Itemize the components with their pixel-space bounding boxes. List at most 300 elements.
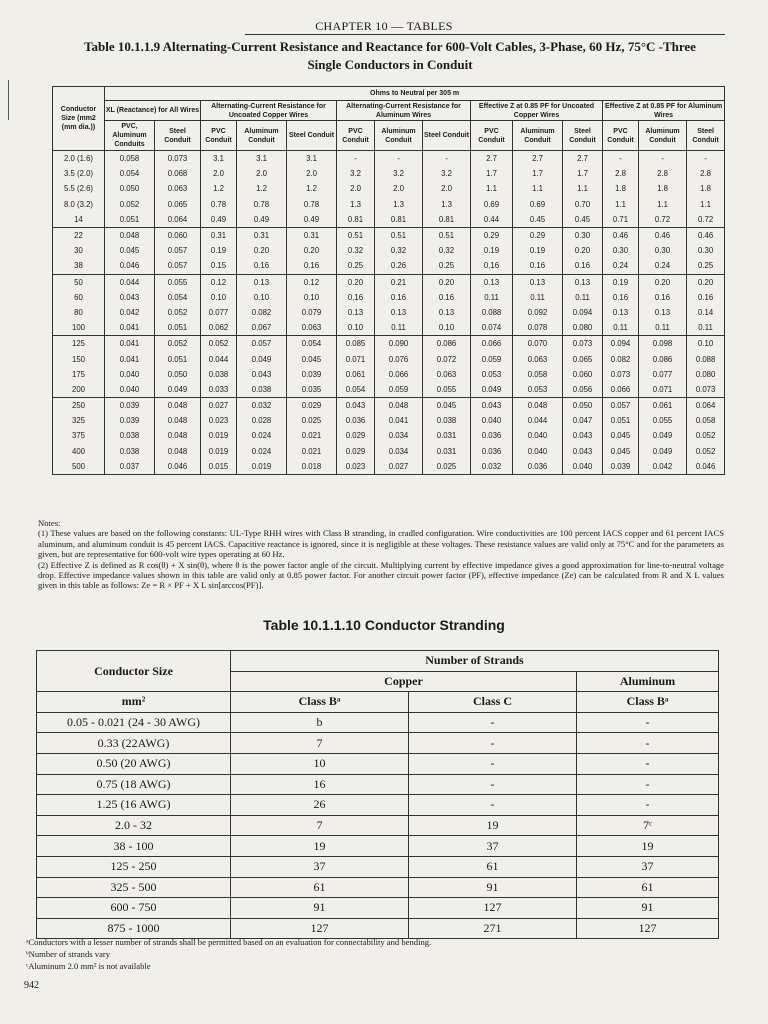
value-cell: 0.16 [513,258,563,274]
table-row [53,398,725,414]
value-cell: 0.16 [423,290,471,305]
value-cell: 0.088 [687,351,725,366]
value-cell: 0.040 [105,367,155,382]
table-row [53,212,725,228]
strand-count-cell: 26 [231,795,409,816]
value-cell: 0.037 [105,459,155,475]
strand-count-cell: - [577,795,719,816]
value-cell: 0.10 [287,290,337,305]
col-copper-class-c: Class C [409,692,577,713]
footnote-c: ᶜAluminum 2.0 mm² is not available [26,961,151,971]
table-row [53,413,725,428]
conductor-size-cell: 5.5 (2.6) [53,181,105,196]
conductor-size-cell: 125 [53,336,105,352]
subheader-cell: PVC Conduit [471,121,513,151]
value-cell: 0.025 [423,459,471,475]
value-cell: 0.064 [155,212,201,228]
table2-title: Table 10.1.1.10 Conductor Stranding [263,617,505,633]
conductor-size-cell: 80 [53,305,105,320]
value-cell: 0.46 [603,227,639,243]
value-cell: 0.045 [287,351,337,366]
table-row [37,877,719,898]
value-cell: 0.041 [105,351,155,366]
value-cell: 0.029 [287,398,337,414]
value-cell: 0.073 [563,336,603,352]
value-cell: 0.057 [237,336,287,352]
value-cell: 0.20 [237,243,287,258]
value-cell: - [337,151,375,167]
strand-count-cell: - [409,753,577,774]
value-cell: 0.019 [201,428,237,443]
value-cell: 0.047 [563,413,603,428]
subheader-cell: PVC Conduit [201,121,237,151]
table-row [37,733,719,754]
value-cell: 0.061 [639,398,687,414]
value-cell: 0.067 [237,320,287,336]
value-cell: 0.071 [337,351,375,366]
table-row [37,774,719,795]
value-cell: 0.11 [639,320,687,336]
value-cell: 0.30 [603,243,639,258]
value-cell: 0.16 [603,290,639,305]
conductor-size-cell: 30 [53,243,105,258]
table-row [37,753,719,774]
value-cell: 0.040 [513,444,563,459]
value-cell: 0.052 [687,444,725,459]
value-cell: 0.072 [423,351,471,366]
value-cell: 2.0 [201,166,237,181]
table-row [53,181,725,196]
grp-z-cu: Effective Z at 0.85 PF for Uncoated Copper Wires [471,101,603,121]
value-cell: 0.040 [513,428,563,443]
table-row [53,305,725,320]
value-cell: 0.26 [375,258,423,274]
value-cell: 0.066 [375,367,423,382]
table1-title [54,38,726,74]
value-cell: 0.12 [287,274,337,290]
value-cell: 0.036 [471,428,513,443]
value-cell: 0.49 [201,212,237,228]
value-cell: 0.050 [105,181,155,196]
value-cell: 0.032 [471,459,513,475]
value-cell: 0.20 [423,274,471,290]
chapter-header: CHAPTER 10 — TABLES [315,19,453,33]
value-cell: 0.16 [337,290,375,305]
grp-z-al: Effective Z at 0.85 PF for Aluminum Wires [603,101,725,121]
table2-footnotes [26,936,726,972]
strand-count-cell: 127 [231,918,409,939]
value-cell: 3.1 [201,151,237,167]
subheader-cell: PVC Conduit [337,121,375,151]
value-cell: 0.15 [201,258,237,274]
value-cell: 0.043 [563,444,603,459]
strand-count-cell: - [577,712,719,733]
value-cell: 0.082 [603,351,639,366]
value-cell: 0.027 [375,459,423,475]
note-2: (2) Effective Z is defined as R cos(θ) + X sin(θ), where θ is the power factor angle of the circuit. Multiplying current by effective impedance gives a good approximation for line-to-neutral voltage drop. Effective impedance values shown in this table are valid only at 0.85 power factor. For another circuit power factor (PF), effective impedance (Ze) can be calculated from R and X L values given in this table as follows: Ze = R × PF + X L sin[arccos(PF)]. [38,559,724,591]
conductor-size-cell: 325 [53,413,105,428]
value-cell: 0.049 [155,382,201,398]
value-cell: 2.0 [287,166,337,181]
strand-count-cell: - [577,753,719,774]
value-cell: 0.064 [687,398,725,414]
strand-count-cell: 19 [577,836,719,857]
value-cell: 0.029 [337,428,375,443]
strand-count-cell: 37 [231,856,409,877]
value-cell: 0.049 [639,444,687,459]
value-cell: 0.51 [337,227,375,243]
col-copper-class-b: Class Bᵃ [231,692,409,713]
subheader-cell: Aluminum Conduit [375,121,423,151]
table-row [53,320,725,336]
value-cell: 0.034 [375,428,423,443]
value-cell: 0.72 [639,212,687,228]
value-cell: 0.13 [375,305,423,320]
strand-count-cell: 61 [231,877,409,898]
value-cell: 0.031 [423,428,471,443]
value-cell: 0.060 [563,367,603,382]
strand-count-cell: 61 [577,877,719,898]
value-cell: 0.052 [155,336,201,352]
value-cell: 0.063 [513,351,563,366]
value-cell: 0.056 [563,382,603,398]
value-cell: 0.10 [423,320,471,336]
value-cell: 0.16 [563,258,603,274]
value-cell: 0.029 [337,444,375,459]
table-row [53,290,725,305]
value-cell: 0.082 [237,305,287,320]
conductor-size-cell: 38 - 100 [37,836,231,857]
value-cell: 0.13 [563,274,603,290]
value-cell: 0.044 [105,274,155,290]
value-cell: 0.51 [375,227,423,243]
value-cell: 0.039 [287,367,337,382]
strand-count-cell: 7ᶜ [577,815,719,836]
value-cell: 0.046 [155,459,201,475]
table-row [53,367,725,382]
value-cell: 0.11 [471,290,513,305]
value-cell: 0.13 [639,305,687,320]
value-cell: 0.46 [639,227,687,243]
value-cell: 0.039 [105,398,155,414]
value-cell: 0.72 [687,212,725,228]
value-cell: 0.16 [471,258,513,274]
table-row [37,712,719,733]
conductor-size-cell: 14 [53,212,105,228]
value-cell: 0.29 [513,227,563,243]
header-rule [245,34,725,35]
value-cell: 0.060 [155,227,201,243]
conductor-size-cell: 0.05 - 0.021 (24 - 30 AWG) [37,712,231,733]
value-cell: 0.25 [337,258,375,274]
value-cell: 0.46 [687,227,725,243]
ac-resistance-table [52,86,725,475]
value-cell: - [423,151,471,167]
table-row [53,274,725,290]
value-cell: 0.035 [287,382,337,398]
value-cell: 0.048 [155,444,201,459]
footnote-b: ᵇNumber of strands vary [26,949,111,959]
value-cell: 0.25 [423,258,471,274]
value-cell: 1.8 [603,181,639,196]
value-cell: 0.13 [423,305,471,320]
subheader-cell: Steel Conduit [423,121,471,151]
col-conductor-size: Conductor Size [37,651,231,692]
value-cell: 0.70 [563,197,603,212]
value-cell: 0.059 [471,351,513,366]
value-cell: 0.13 [337,305,375,320]
value-cell: 0.061 [337,367,375,382]
value-cell: 0.021 [287,428,337,443]
value-cell: 1.1 [687,197,725,212]
value-cell: 2.8 [603,166,639,181]
value-cell: 0.49 [287,212,337,228]
notes-heading: Notes: [38,518,61,528]
value-cell: 0.043 [337,398,375,414]
conductor-size-cell: 2.0 (1.6) [53,151,105,167]
value-cell: 2.8 [687,166,725,181]
strand-count-cell: 37 [577,856,719,877]
value-cell: 0.057 [603,398,639,414]
value-cell: 0.041 [105,336,155,352]
value-cell: 0.16 [237,258,287,274]
value-cell: 1.8 [687,181,725,196]
value-cell: 0.042 [105,305,155,320]
subheader-cell: Aluminum Conduit [513,121,563,151]
value-cell: 0.045 [105,243,155,258]
value-cell: 0.32 [337,243,375,258]
value-cell: 0.062 [201,320,237,336]
value-cell: 0.048 [155,428,201,443]
value-cell: 3.2 [337,166,375,181]
strand-count-cell: 7 [231,733,409,754]
strand-count-cell: - [409,733,577,754]
conductor-size-cell: 1.25 (16 AWG) [37,795,231,816]
value-cell: 0.31 [201,227,237,243]
conductor-size-cell: 8.0 (3.2) [53,197,105,212]
value-cell: 3.2 [375,166,423,181]
value-cell: 0.051 [155,320,201,336]
value-cell: 0.052 [201,336,237,352]
value-cell: 1.3 [423,197,471,212]
value-cell: 0.063 [155,181,201,196]
value-cell: 0.039 [105,413,155,428]
table-row [53,336,725,352]
conductor-size-cell: 500 [53,459,105,475]
value-cell: 1.1 [639,197,687,212]
value-cell: 0.12 [201,274,237,290]
value-cell: 0.059 [375,382,423,398]
value-cell: 0.021 [287,444,337,459]
value-cell: 1.3 [337,197,375,212]
value-cell: 0.11 [603,320,639,336]
conductor-size-cell: 200 [53,382,105,398]
value-cell: - [375,151,423,167]
col-aluminum: Aluminum [577,671,719,692]
value-cell: 0.042 [639,459,687,475]
col-aluminum-class-b: Class Bᵃ [577,692,719,713]
value-cell: 0.054 [287,336,337,352]
table-row [53,243,725,258]
value-cell: 0.036 [471,444,513,459]
value-cell: 0.078 [513,320,563,336]
value-cell: 0.048 [513,398,563,414]
value-cell: 0.78 [287,197,337,212]
value-cell: 2.7 [471,151,513,167]
value-cell: 0.048 [155,413,201,428]
value-cell: 0.024 [237,428,287,443]
value-cell: 0.074 [471,320,513,336]
value-cell: 0.045 [603,428,639,443]
value-cell: 0.32 [423,243,471,258]
strand-count-cell: 91 [577,898,719,919]
value-cell: 0.20 [687,274,725,290]
value-cell: 0.040 [563,459,603,475]
value-cell: 0.052 [105,197,155,212]
strand-count-cell: 7 [231,815,409,836]
value-cell: 0.24 [639,258,687,274]
strand-count-cell: 91 [231,898,409,919]
value-cell: 0.019 [237,459,287,475]
value-cell: 0.054 [105,166,155,181]
value-cell: 0.11 [375,320,423,336]
col-copper: Copper [231,671,577,692]
value-cell: 0.098 [639,336,687,352]
value-cell: 0.20 [639,274,687,290]
value-cell: 3.2 [423,166,471,181]
value-cell: 0.044 [513,413,563,428]
value-cell: 0.058 [513,367,563,382]
value-cell: 0.034 [375,444,423,459]
conductor-size-cell: 150 [53,351,105,366]
value-cell: 0.019 [201,444,237,459]
value-cell: 0.049 [639,428,687,443]
conductor-size-cell: 0.75 (18 AWG) [37,774,231,795]
value-cell: 0.076 [375,351,423,366]
value-cell: 0.10 [201,290,237,305]
value-cell: 0.45 [513,212,563,228]
value-cell: 0.073 [603,367,639,382]
strand-count-cell: 19 [231,836,409,857]
value-cell: 0.038 [105,444,155,459]
conductor-size-cell: 125 - 250 [37,856,231,877]
value-cell: 0.048 [155,398,201,414]
value-cell: 3.1 [237,151,287,167]
value-cell: 0.055 [155,274,201,290]
value-cell: 0.080 [687,367,725,382]
conductor-size-cell: 2.0 - 32 [37,815,231,836]
value-cell: 0.049 [237,351,287,366]
value-cell: 0.094 [563,305,603,320]
conductor-size-cell: 38 [53,258,105,274]
value-cell: 0.088 [471,305,513,320]
value-cell: 0.053 [513,382,563,398]
value-cell: 0.070 [513,336,563,352]
table-row [53,428,725,443]
conductor-size-cell: 400 [53,444,105,459]
value-cell: 2.8 [639,166,687,181]
value-cell: 0.073 [155,151,201,167]
grp-cu-resistance: Alternating-Current Resistance for Uncoated Copper Wires [201,101,337,121]
value-cell: 0.10 [337,320,375,336]
value-cell: 0.19 [603,274,639,290]
value-cell: 0.052 [687,428,725,443]
strand-count-cell: 19 [409,815,577,836]
value-cell: 0.25 [687,258,725,274]
value-cell: 0.086 [639,351,687,366]
value-cell: 0.057 [155,243,201,258]
value-cell: 0.041 [375,413,423,428]
value-cell: 0.036 [513,459,563,475]
value-cell: 1.7 [563,166,603,181]
table-row [53,227,725,243]
value-cell: 0.040 [471,413,513,428]
value-cell: 0.20 [287,243,337,258]
subheader-cell: PVC Conduit [603,121,639,151]
subheader-cell: Steel Conduit [155,121,201,151]
value-cell: 0.092 [513,305,563,320]
conductor-size-cell: 60 [53,290,105,305]
value-cell: 0.13 [603,305,639,320]
value-cell: 0.043 [471,398,513,414]
conductor-size-cell: 0.33 (22AWG) [37,733,231,754]
value-cell: 0.49 [237,212,287,228]
value-cell: 0.048 [105,227,155,243]
value-cell: 0.065 [563,351,603,366]
value-cell: 0.81 [337,212,375,228]
value-cell: 2.7 [563,151,603,167]
value-cell: 0.086 [423,336,471,352]
value-cell: 3.1 [287,151,337,167]
margin-mark [8,80,9,120]
value-cell: 1.1 [563,181,603,196]
value-cell: 0.051 [603,413,639,428]
value-cell: 0.24 [603,258,639,274]
value-cell: 0.19 [513,243,563,258]
value-cell: 0.051 [105,212,155,228]
value-cell: 0.066 [603,382,639,398]
value-cell: 0.10 [687,336,725,352]
value-cell: 0.20 [337,274,375,290]
subheader-cell: Steel Conduit [563,121,603,151]
strand-count-cell: 16 [231,774,409,795]
value-cell: 0.055 [639,413,687,428]
value-cell: 0.050 [563,398,603,414]
value-cell: 2.0 [237,166,287,181]
value-cell: 1.1 [603,197,639,212]
value-cell: 1.1 [513,181,563,196]
col-mm2: mm² [37,692,231,713]
value-cell: 0.033 [201,382,237,398]
value-cell: 1.3 [375,197,423,212]
value-cell: 0.045 [603,444,639,459]
conductor-size-cell: 325 - 500 [37,877,231,898]
value-cell: 0.30 [639,243,687,258]
strand-count-cell: - [577,733,719,754]
value-cell: 2.0 [337,181,375,196]
strand-count-cell: b [231,712,409,733]
table-row [53,459,725,475]
grp-xl: XL (Reactance) for All Wires [105,101,201,121]
value-cell: 0.29 [471,227,513,243]
value-cell: 0.11 [513,290,563,305]
subheader-cell: Steel Conduit [287,121,337,151]
ohms-header: Ohms to Neutral per 305 m [105,87,725,101]
conductor-size-cell: 250 [53,398,105,414]
value-cell: 0.036 [337,413,375,428]
value-cell: 0.065 [155,197,201,212]
value-cell: 0.81 [423,212,471,228]
